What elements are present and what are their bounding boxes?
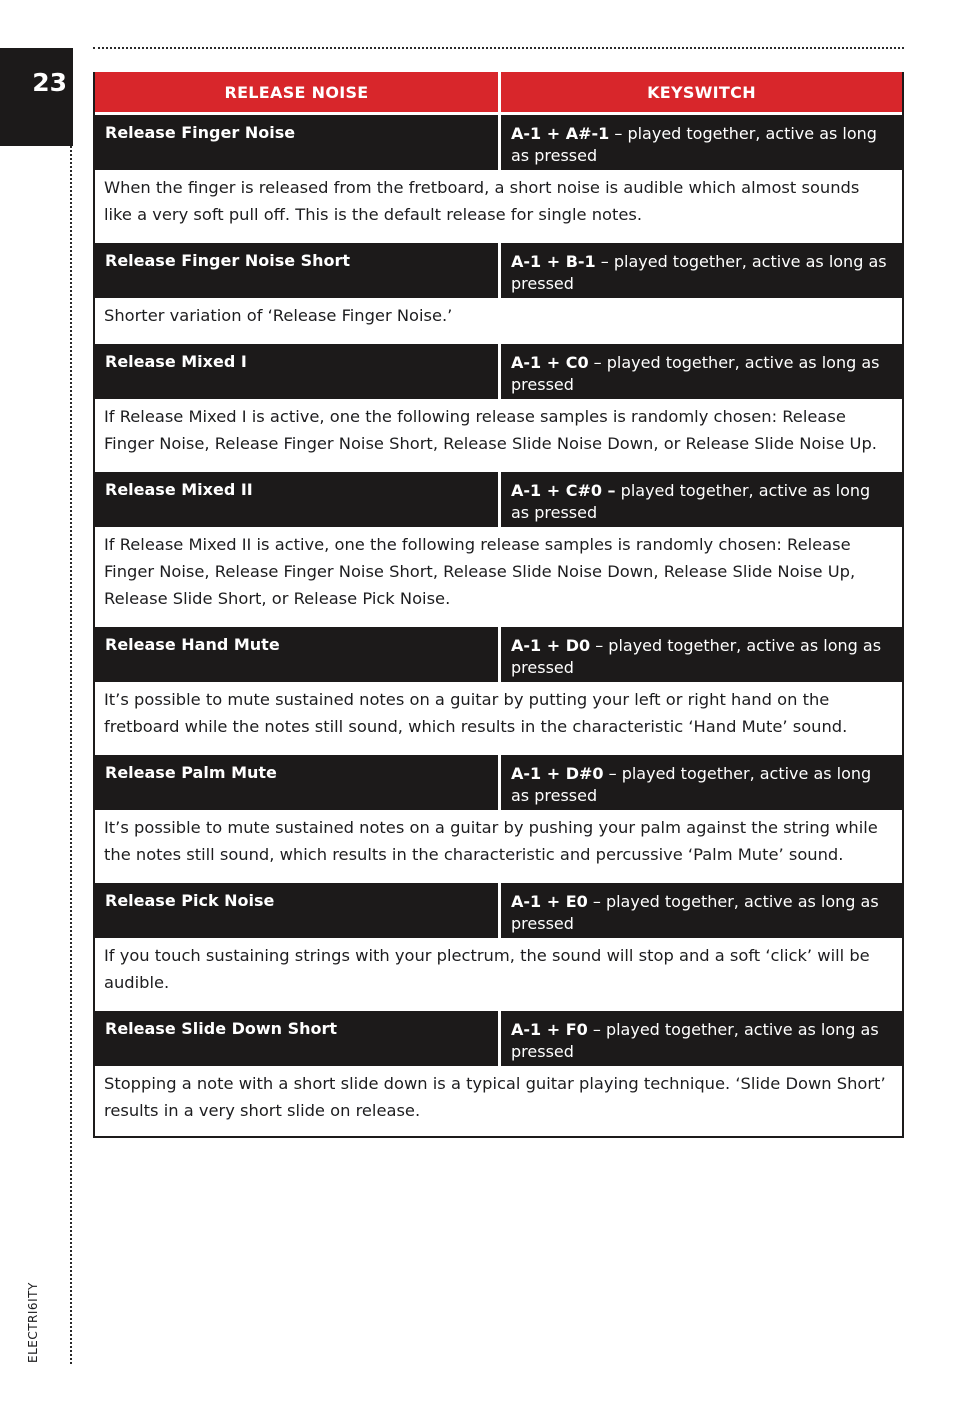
keyswitch-separator: –: [595, 252, 614, 271]
header-keyswitch: KEYSWITCH: [501, 72, 902, 112]
table-row: [95, 243, 902, 298]
articulation-description: It’s possible to mute sustained notes on a guitar by putting your left or right hand on the fretboard while the notes still sound, which results in the characteristic ‘Hand Mute’ sound.: [104, 690, 848, 736]
table-body: [95, 115, 902, 1136]
keyswitch-cell: [501, 472, 902, 527]
keyswitch-cell: [501, 344, 902, 399]
table-row: [95, 115, 902, 170]
keyswitch-keys: A-1 + C#0 –: [511, 481, 616, 500]
articulation-name: Release Mixed II: [95, 472, 498, 527]
keyswitch-note: played together, active as long as pressed: [511, 636, 882, 677]
table-header-row: [95, 72, 902, 112]
keyswitch-keys: A-1 + F0: [511, 1020, 588, 1039]
table-row: [95, 755, 902, 810]
articulation-description: If Release Mixed I is active, one the following release samples is randomly chosen: Release Finger Noise, Release Finger Noise Short, Release Slide Noise Down, or Release Slide Noise Up.: [104, 407, 877, 453]
keyswitch-note: played together, active as long as pressed: [511, 353, 880, 394]
keyswitch-cell: [501, 755, 902, 810]
header-release-noise: RELEASE NOISE: [95, 72, 498, 112]
table-row: [95, 472, 902, 527]
articulation-description: Shorter variation of ‘Release Finger Noise.’: [104, 306, 453, 325]
keyswitch-note: played together, active as long as pressed: [511, 252, 887, 293]
keyswitch-separator: –: [603, 764, 622, 783]
articulation-name: Release Finger Noise: [95, 115, 498, 170]
keyswitch-keys: A-1 + A#-1: [511, 124, 610, 143]
keyswitch-note: played together, active as long as pressed: [511, 481, 871, 522]
keyswitch-keys: A-1 + B-1: [511, 252, 596, 271]
keyswitch-note: played together, active as long as pressed: [511, 764, 872, 805]
keyswitch-note: played together, active as long as pressed: [511, 124, 877, 165]
top-dotted-rule: [93, 47, 904, 49]
table-row: [95, 883, 902, 938]
articulation-description: It’s possible to mute sustained notes on a guitar by pushing your palm against the string while the notes still sound, which results in the characteristic and percussive ‘Palm Mute’ sound.: [104, 818, 878, 864]
keyswitch-keys: A-1 + E0: [511, 892, 588, 911]
keyswitch-cell: [501, 243, 902, 298]
articulation-description: Stopping a note with a short slide down is a typical guitar playing technique. ‘Slide Down Short’ results in a very short slide on release.: [104, 1074, 886, 1120]
keyswitch-separator: –: [590, 636, 609, 655]
articulation-name: Release Slide Down Short: [95, 1011, 498, 1066]
page-number: 23: [32, 68, 67, 97]
side-dotted-rule: [70, 146, 72, 1364]
keyswitch-note: played together, active as long as pressed: [511, 892, 879, 933]
keyswitch-note: played together, active as long as pressed: [511, 1020, 879, 1061]
articulation-name: Release Finger Noise Short: [95, 243, 498, 298]
keyswitch-separator: –: [587, 892, 606, 911]
articulation-description: If Release Mixed II is active, one the following release samples is randomly chosen: Release Finger Noise, Release Finger Noise Short, Release Slide Noise Down, Release Slide Noise Up, Release Slide Short, or Release Pick Noise.: [104, 535, 856, 608]
keyswitch-keys: A-1 + C0: [511, 353, 589, 372]
articulation-name: Release Pick Noise: [95, 883, 498, 938]
articulation-description: If you touch sustaining strings with your plectrum, the sound will stop and a soft ‘click’ will be audible.: [104, 946, 870, 992]
page-number-tab: [0, 48, 73, 146]
articulation-name: Release Hand Mute: [95, 627, 498, 682]
keyswitch-separator: –: [609, 124, 628, 143]
release-noise-table: [93, 72, 904, 1138]
keyswitch-separator: –: [588, 353, 607, 372]
articulation-name: Release Mixed I: [95, 344, 498, 399]
brand-label: ELECTRI6ITY: [26, 1282, 40, 1363]
table-row: [95, 1011, 902, 1066]
table-row: [95, 344, 902, 399]
keyswitch-cell: [501, 115, 902, 170]
keyswitch-cell: [501, 1011, 902, 1066]
articulation-description: When the finger is released from the fretboard, a short noise is audible which almost sounds like a very soft pull off. This is the default release for single notes.: [104, 178, 860, 224]
table-row: [95, 627, 902, 682]
keyswitch-keys: A-1 + D#0: [511, 764, 604, 783]
keyswitch-cell: [501, 883, 902, 938]
articulation-name: Release Palm Mute: [95, 755, 498, 810]
keyswitch-cell: [501, 627, 902, 682]
keyswitch-keys: A-1 + D0: [511, 636, 591, 655]
keyswitch-separator: –: [587, 1020, 606, 1039]
